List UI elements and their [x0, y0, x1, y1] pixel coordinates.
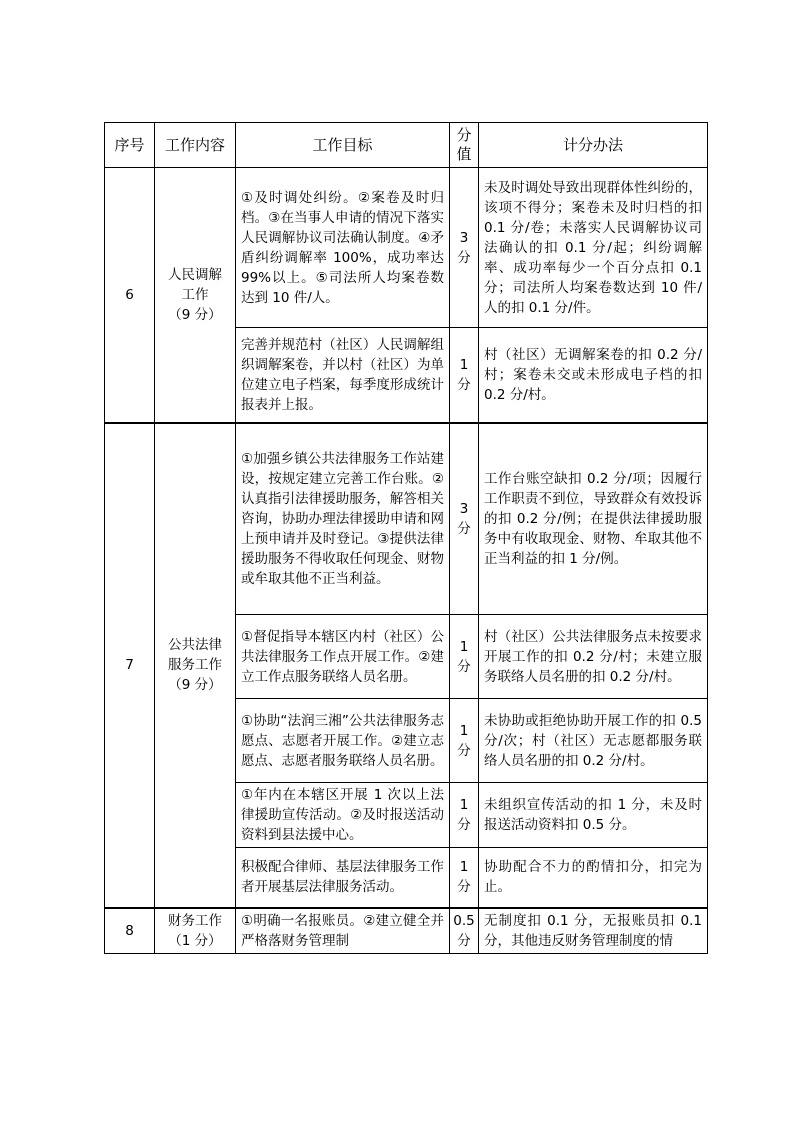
table-body [105, 168, 708, 954]
header-target: 工作目标 [236, 123, 450, 168]
work-target: ①协助“法润三湘”公共法律服务志愿点、志愿者开展工作。②建立志愿点、志愿者服务联络人员名册。 [236, 699, 450, 783]
score-value: 1 分 [450, 783, 479, 848]
score-value: 1 分 [450, 615, 479, 699]
work-target: ①明确一名报账员。②建立健全并严格落财务管理制 [236, 908, 450, 954]
work-target: 积极配合律师、基层法律服务工作者开展基层法律服务活动。 [236, 848, 450, 908]
row-number: 7 [105, 423, 155, 908]
table-row [105, 908, 708, 954]
work-content: 公共法律 服务工作 （9 分） [155, 423, 236, 908]
table-header-row [105, 123, 708, 168]
table-row [105, 423, 708, 615]
work-content: 财务工作 （1 分） [155, 908, 236, 954]
work-content: 人民调解 工作 （9 分） [155, 168, 236, 423]
work-target: ①督促指导本辖区内村（社区）公共法律服务工作点开展工作。②建立工作点服务联络人员名册。 [236, 615, 450, 699]
work-target: 完善并规范村（社区）人民调解组织调解案卷，并以村（社区）为单位建立电子档案，每季度形成统计报表并上报。 [236, 328, 450, 423]
scoring-method: 协助配合不力的酌情扣分，扣完为止。 [479, 848, 708, 908]
header-score: 分 值 [450, 123, 479, 168]
work-target: ①年内在本辖区开展 1 次以上法律援助宣传活动。②及时报送活动资料到县法援中心。 [236, 783, 450, 848]
score-value: 3 分 [450, 423, 479, 615]
scoring-method: 村（社区）公共法律服务点未按要求开展工作的扣 0.2 分/村；未建立服务联络人员名册的扣 0.2 分/村。 [479, 615, 708, 699]
score-value: 1 分 [450, 699, 479, 783]
scoring-method: 未组织宣传活动的扣 1 分，未及时报送活动资料扣 0.5 分。 [479, 783, 708, 848]
work-target: ①加强乡镇公共法律服务工作站建设，按规定建立完善工作台账。②认真指引法律援助服务，解答相关咨询，协助办理法律援助申请和网上预申请并及时登记。③提供法律援助服务不得收取任何现金、财物或牟取其他不正当利益。 [236, 423, 450, 615]
scoring-method: 未协助或拒绝协助开展工作的扣 0.5 分/次；村（社区）无志愿都服务联络人员名册的扣 0.2 分/村。 [479, 699, 708, 783]
scoring-method: 工作台账空缺扣 0.2 分/项；因履行工作职责不到位，导致群众有效投诉的扣 0.2 分/例；在提供法律援助服务中有收取现金、财物、牟取其他不正当利益的扣 1 分/例。 [479, 423, 708, 615]
row-number: 6 [105, 168, 155, 423]
score-value: 0.5 分 [450, 908, 479, 954]
table-row [105, 168, 708, 328]
scoring-method: 村（社区）无调解案卷的扣 0.2 分/村；案卷未交或未形成电子档的扣 0.2 分/村。 [479, 328, 708, 423]
scoring-table [104, 122, 708, 954]
header-no: 序号 [105, 123, 155, 168]
header-content: 工作内容 [155, 123, 236, 168]
score-value: 3 分 [450, 168, 479, 328]
work-target: ①及时调处纠纷。②案卷及时归档。③在当事人申请的情况下落实人民调解协议司法确认制度。④矛盾纠纷调解率 100%，成功率达 99%以上。⑤司法所人均案卷数达到 10 件/人。 [236, 168, 450, 328]
row-number: 8 [105, 908, 155, 954]
scoring-method: 无制度扣 0.1 分，无报账员扣 0.1 分，其他违反财务管理制度的情 [479, 908, 708, 954]
score-value: 1 分 [450, 328, 479, 423]
header-method: 计分办法 [479, 123, 708, 168]
scoring-method: 未及时调处导致出现群体性纠纷的，该项不得分；案卷未及时归档的扣 0.1 分/卷；未落实人民调解协议司法确认的扣 0.1 分/起；纠纷调解率、成功率每少一个百分点扣 0.1 分；司法所人均案卷数达到 10 件/人的扣 0.1 分/件。 [479, 168, 708, 328]
score-value: 1 分 [450, 848, 479, 908]
